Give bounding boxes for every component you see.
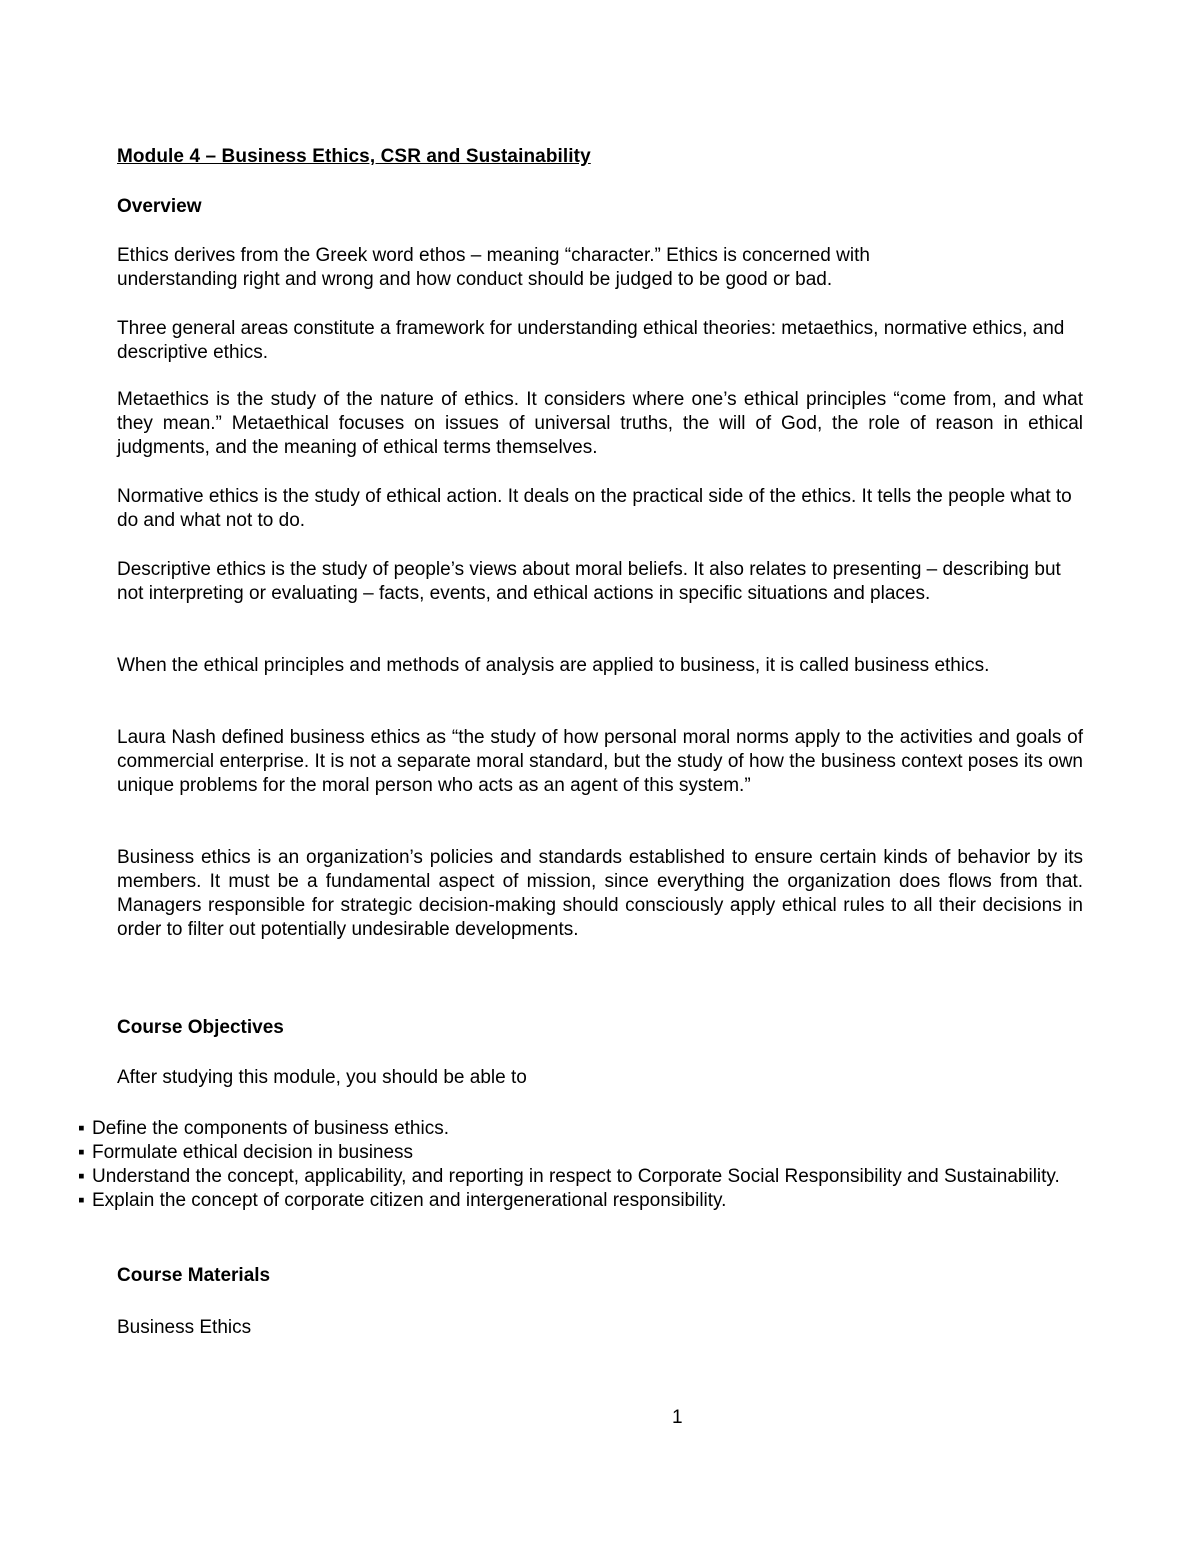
paragraph-descriptive-ethics: Descriptive ethics is the study of people’s views about moral beliefs. It also relates to presenting – describing but not interpreting or evaluating – facts, events, and ethical actions in specific situations and places. bbox=[117, 559, 1061, 604]
list-item bbox=[78, 1141, 1088, 1165]
overview-heading: Overview bbox=[117, 196, 202, 217]
list-item bbox=[78, 1165, 1088, 1189]
paragraph-metaethics: Metaethics is the study of the nature of ethics. It considers where one’s ethical principles “come from, and what they mean.” Metaethical focuses on issues of universal truths, the will of God, the role of reason in ethical judgments, and the meaning of ethical terms themselves. bbox=[117, 389, 1083, 458]
objectives-list bbox=[78, 1117, 1088, 1213]
paragraph-normative-ethics: Normative ethics is the study of ethical action. It deals on the practical side of the ethics. It tells the people what to do and what not to do. bbox=[117, 486, 1072, 531]
bullet-icon: ▪ bbox=[78, 1118, 85, 1139]
paragraph-framework: Three general areas constitute a framework for understanding ethical theories: metaethics, normative ethics, and descriptive ethics. bbox=[117, 318, 1065, 363]
list-item bbox=[78, 1117, 1088, 1141]
paragraph-laura-nash: Laura Nash defined business ethics as “the study of how personal moral norms apply to the activities and goals of commercial enterprise. It is not a separate moral standard, but the study of how the business context poses its own unique problems for the moral person who acts as an agent of this system.” bbox=[117, 727, 1083, 796]
list-item bbox=[78, 1189, 1088, 1213]
objective-text: Formulate ethical decision in business bbox=[92, 1142, 414, 1163]
objective-text: Explain the concept of corporate citizen and intergenerational responsibility. bbox=[92, 1190, 727, 1211]
paragraph-business-ethics-applied: When the ethical principles and methods of analysis are applied to business, it is called business ethics. bbox=[117, 655, 990, 676]
course-materials-heading: Course Materials bbox=[117, 1265, 271, 1286]
objective-text: Define the components of business ethics. bbox=[92, 1118, 449, 1139]
course-materials-item: Business Ethics bbox=[117, 1317, 252, 1338]
bullet-icon: ▪ bbox=[78, 1166, 85, 1187]
page-number: 1 bbox=[672, 1407, 683, 1428]
paragraph-organization-policies: Business ethics is an organization’s policies and standards established to ensure certain kinds of behavior by its members. It must be a fundamental aspect of mission, since everything the organization does flows from that. Managers responsible for strategic decision-making should consciously apply ethical rules to all their decisions in order to filter out potentially undesirable developments. bbox=[117, 847, 1083, 940]
bullet-icon: ▪ bbox=[78, 1142, 85, 1163]
objectives-intro: After studying this module, you should be able to bbox=[117, 1067, 527, 1088]
paragraph-ethics-definition: Ethics derives from the Greek word ethos – meaning “character.” Ethics is concerned with understanding right and wrong and how conduct should be judged to be good or bad. bbox=[117, 245, 870, 290]
bullet-icon: ▪ bbox=[78, 1190, 85, 1211]
objective-text: Understand the concept, applicability, and reporting in respect to Corporate Social Responsibility and Sustainability. bbox=[92, 1166, 1060, 1187]
course-objectives-heading: Course Objectives bbox=[117, 1017, 284, 1038]
document-title: Module 4 – Business Ethics, CSR and Sustainability bbox=[117, 146, 591, 167]
